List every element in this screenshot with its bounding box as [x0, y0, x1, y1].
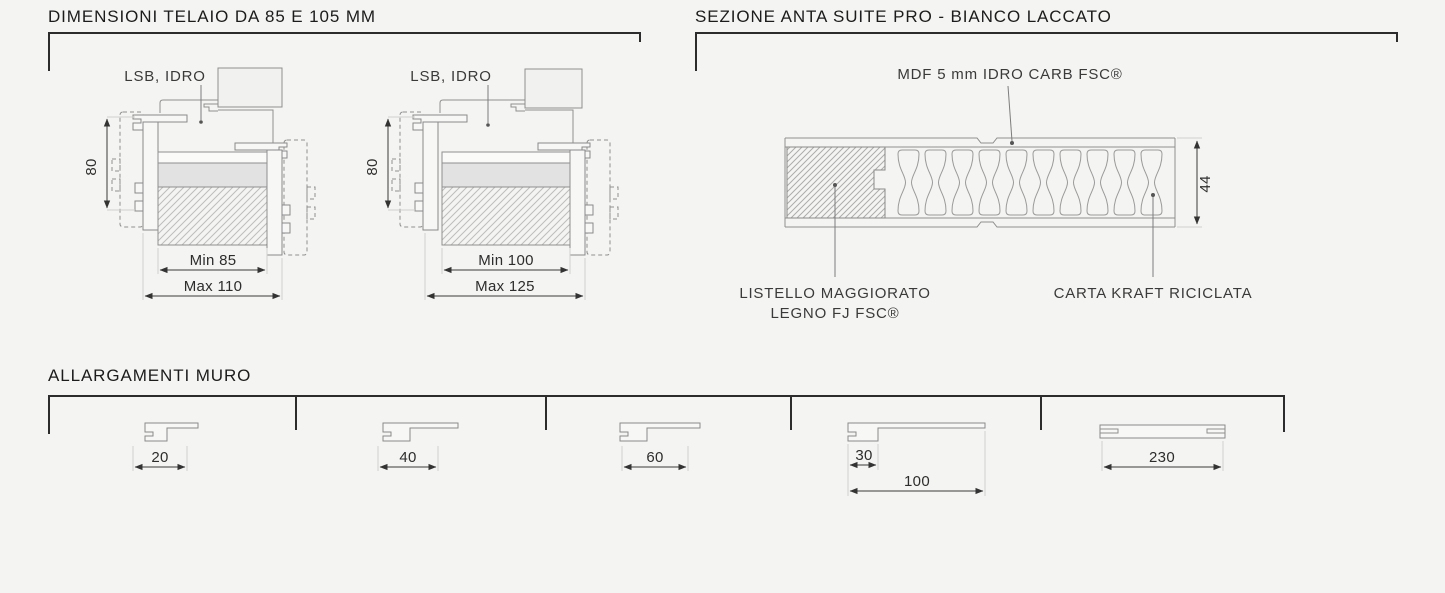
leaders	[833, 86, 1155, 277]
dim-thickness: 44	[1197, 175, 1214, 193]
dim-height: 80	[83, 158, 100, 176]
dim-max: Max 125	[475, 278, 535, 295]
dim-230: 230	[1149, 449, 1175, 466]
honeycomb-core	[898, 150, 1162, 215]
section-title-sezione: SEZIONE ANTA SUITE PRO - BIANCO LACCATO	[695, 7, 1112, 26]
dashed-profile-right	[587, 140, 618, 255]
label-lsb-idro: LSB, IDRO	[124, 68, 206, 85]
dim-min: Min 100	[478, 252, 534, 269]
dim-30: 30	[855, 447, 873, 464]
dim-max: Max 110	[183, 278, 243, 295]
section-title-telaio: DIMENSIONI TELAIO DA 85 E 105 MM	[48, 7, 376, 26]
dashed-profile-right	[284, 140, 315, 255]
profile-100	[848, 423, 985, 496]
profile-20	[133, 423, 198, 471]
dim-100: 100	[904, 473, 930, 490]
label-listello-line1: LISTELLO MAGGIORATO	[739, 285, 931, 302]
profile-60	[620, 423, 700, 471]
label-mdf: MDF 5 mm IDRO CARB FSC®	[897, 66, 1123, 83]
profile-230	[1100, 425, 1225, 471]
dim-60: 60	[646, 449, 664, 466]
wall-stack	[158, 152, 267, 245]
leader-dot	[199, 120, 203, 124]
drawing-door-section	[690, 55, 1253, 345]
drawing-frame-105	[364, 55, 613, 305]
drawing-wall-extensions	[40, 410, 1340, 510]
label-lsb-idro: LSB, IDRO	[410, 68, 492, 85]
drawing-frame-85	[85, 55, 315, 305]
wall-stack	[442, 152, 570, 245]
dim-20: 20	[151, 449, 169, 466]
section-title-allargamenti: ALLARGAMENTI MURO	[48, 366, 252, 385]
profile-40	[378, 423, 458, 471]
label-carta-kraft: CARTA KRAFT RICICLATA	[1053, 285, 1253, 302]
dim-min: Min 85	[189, 252, 237, 269]
dim-height: 80	[364, 158, 381, 176]
listello-block	[787, 147, 885, 218]
label-listello-line2: LEGNO FJ FSC®	[770, 305, 900, 322]
dim-40: 40	[399, 449, 417, 466]
leader-dot	[486, 123, 490, 127]
